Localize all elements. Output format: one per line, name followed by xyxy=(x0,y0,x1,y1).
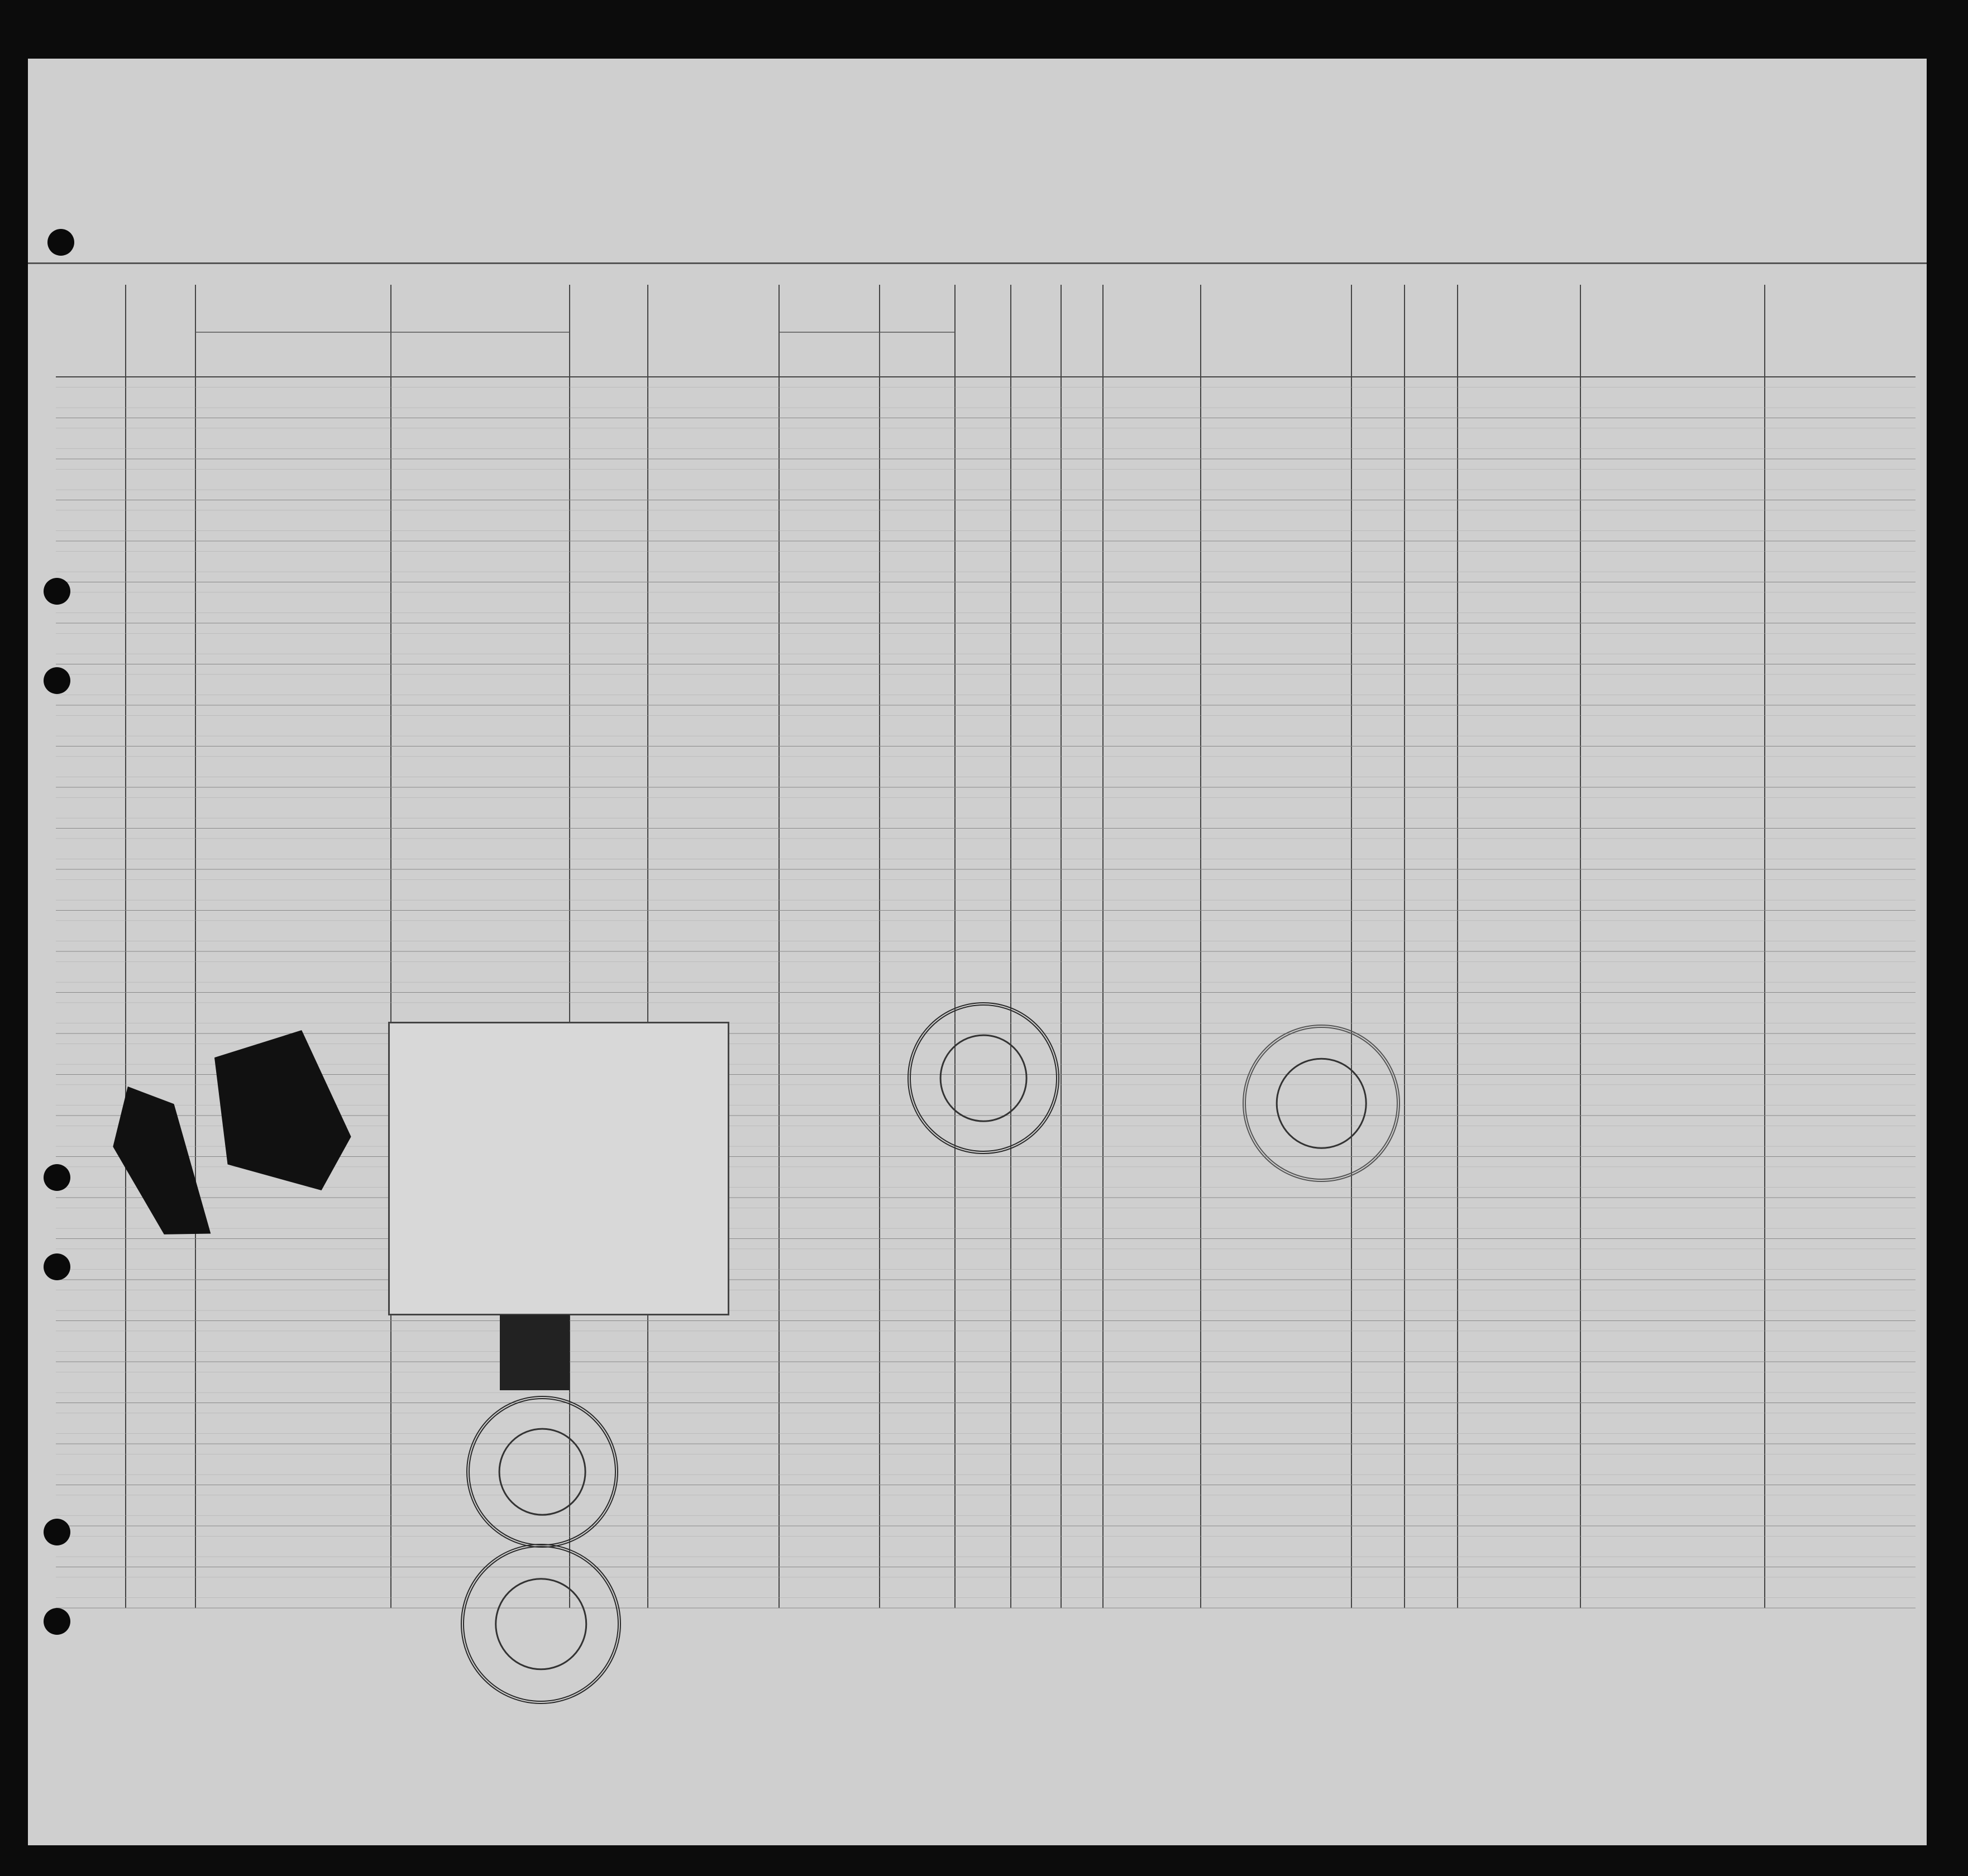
punch-hole xyxy=(47,229,74,256)
punch-hole xyxy=(44,1253,70,1280)
balboa-stamp xyxy=(907,1002,1059,1154)
stamp-center-text xyxy=(940,1035,1028,1122)
punch-hole xyxy=(44,1164,70,1191)
punch-hole xyxy=(44,1608,70,1635)
punch-hole xyxy=(44,667,70,694)
fee-stamp xyxy=(500,1315,570,1390)
balboa-stamp xyxy=(461,1544,621,1704)
stamp-center-text xyxy=(499,1428,586,1516)
stamp-center-text xyxy=(1276,1058,1367,1149)
punch-hole xyxy=(44,578,70,605)
stamp-center-text xyxy=(495,1578,587,1671)
punch-hole xyxy=(44,1519,70,1545)
consulate-stamp xyxy=(388,1022,729,1315)
balboa-stamp xyxy=(466,1396,618,1548)
table-grid xyxy=(28,59,1927,1845)
manifest-sheet xyxy=(28,59,1927,1845)
cristobal-stamp xyxy=(1243,1025,1400,1182)
